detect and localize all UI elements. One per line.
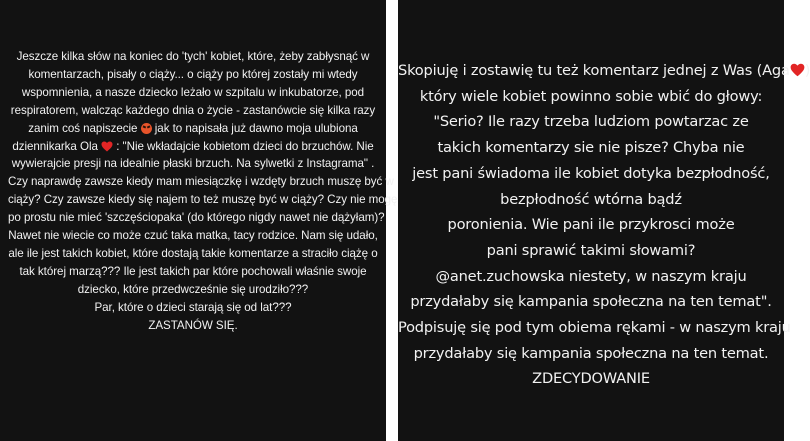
right-story-text [398,58,810,392]
story-line: @anet.zuchowska niestety, w naszym kraju [435,267,747,285]
story-line: takich komentarzy sie nie pisze? Chyba nie [437,139,745,157]
story-line: respiratorem, walcząc każdego dnia o życie - zastanówcie się kilka razy [10,103,376,117]
right-story-panel [398,0,810,441]
story-line: pani sprawić takimi słowami? [486,241,696,259]
story-line: bezpłodność wtórna bądź [500,190,682,208]
story-line [8,138,378,156]
left-story-text [8,48,398,335]
story-line: "Serio? Ile razy trzeba ludziom powtarzac ze [433,113,749,131]
story-text-segment: : "Nie wkładajcie kobietom dzieci do brzuchów. Nie [113,139,374,153]
left-story-panel [0,0,398,441]
story-line: przydałaby się kampania społeczna na ten temat. [413,344,769,362]
story-line: po prostu nie mieć 'szczęściopaka' (do którego nigdy nawet nie dążyłam)? [8,211,385,225]
angry-face-icon [141,123,152,134]
story-line: Podpisuję się pod tym obiema rękami - w naszym kraju [398,319,791,337]
story-text-segment: jak to napisała już dawno moja ulubiona [151,121,358,135]
story-line: wspomnienia, a nasze dziecko leżało w szpitalu w inkubatorze, pod [21,85,365,99]
story-line: tak której marzą??? Ile jest takich par które pochowali właśnie swoje [19,264,367,278]
story-line: komentarzach, pisały o ciąży... o ciąży po której zostały mi wtedy [28,67,358,81]
story-text-segment: Skopiuję i zostawię tu też komentarz jednej z Was (Aga [398,62,790,79]
story-line: Jeszcze kilka słów na koniec do 'tych' kobiet, które, żeby zabłysnąć w [16,50,370,63]
story-line: ciąży? Czy zawsze kiedy się najem to też muszę być w ciąży? Czy nie mogę [8,193,398,207]
story-line: Nawet nie wiecie co może czuć taka matka, tacy rodzice. Nam się udało, [8,229,378,243]
story-line [398,58,810,84]
story-line: Par, które o dzieci starają się od lat??? [94,300,292,314]
story-text-segment: zanim coś napiszecie [28,121,138,135]
story-line: ZASTANÓW SIĘ. [148,318,238,332]
story-line: ZDECYDOWANIE [532,370,650,388]
story-line: który wiele kobiet powinno sobie wbić do głowy: [419,87,763,105]
story-line: jest pani świadoma ile kobiet dotyka bezpłodność, [412,164,770,182]
story-line: Czy naprawdę zawsze kiedy mam miesiączkę i wzdęty brzuch muszę być w [8,175,394,189]
story-line [8,120,378,138]
story-line: ale ile jest takich kobiet, które dostają takie komentarze a straciło ciążę o [8,246,378,260]
story-line: wywierajcie presji na idealnie płaski brzuch. Na sylwetki z Instagrama" . [11,157,375,171]
story-line: poronienia. Wie pani ile przykrosci może [447,216,735,234]
story-text-segment: dziennikarka Ola [12,139,98,153]
red-heart-icon [101,141,113,152]
story-line: dziecko, które przedwcześnie się urodziło??? [77,282,309,296]
story-text-segment: ) [804,62,810,79]
story-line: przydałaby się kampania społeczna na ten temat". [410,293,772,311]
red-heart-icon [790,63,805,77]
